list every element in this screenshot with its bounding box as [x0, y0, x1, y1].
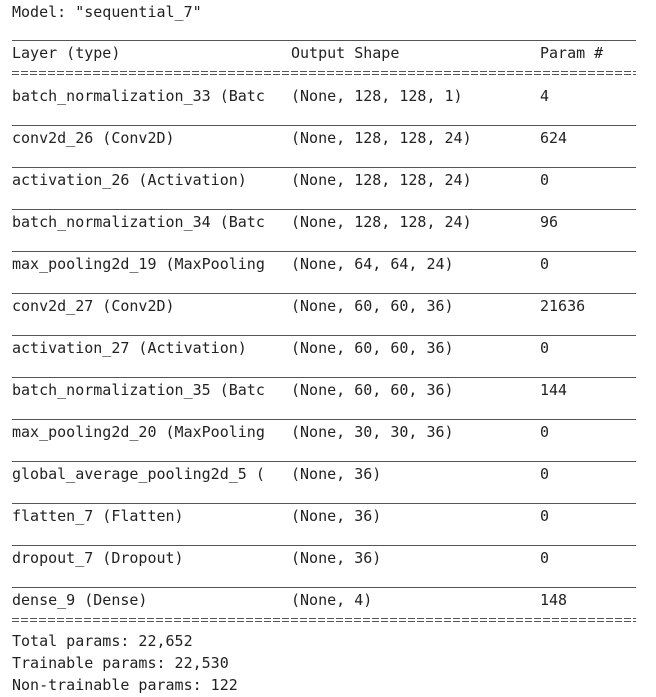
row-param-count: 0 — [540, 255, 550, 273]
row-output-shape: (None, 64, 64, 24) — [291, 255, 454, 273]
row-separator — [12, 419, 636, 420]
footer-double-rule — [12, 617, 636, 623]
row-param-count: 96 — [540, 213, 559, 231]
header-param-count: Param # — [540, 44, 604, 62]
row-separator — [12, 251, 636, 252]
header-layer-type: Layer (type) — [12, 44, 121, 62]
row-param-count: 0 — [540, 171, 550, 189]
row-separator — [12, 125, 636, 126]
row-output-shape: (None, 36) — [291, 507, 382, 525]
row-layer-name: dense_9 (Dense) — [12, 591, 148, 609]
header-output-shape: Output Shape — [291, 44, 400, 62]
row-param-count: 0 — [540, 423, 550, 441]
row-param-count: 21636 — [540, 297, 586, 315]
trainable-params: Trainable params: 22,530 — [12, 654, 229, 672]
total-params: Total params: 22,652 — [12, 632, 193, 650]
row-param-count: 0 — [540, 507, 550, 525]
row-separator — [12, 377, 636, 378]
row-output-shape: (None, 4) — [291, 591, 373, 609]
row-output-shape: (None, 128, 128, 24) — [291, 213, 472, 231]
row-output-shape: (None, 60, 60, 36) — [291, 297, 454, 315]
row-layer-name: conv2d_27 (Conv2D) — [12, 297, 175, 315]
row-param-count: 0 — [540, 549, 550, 567]
row-param-count: 0 — [540, 339, 550, 357]
row-separator — [12, 209, 636, 210]
row-output-shape: (None, 128, 128, 24) — [291, 129, 472, 147]
row-separator — [12, 335, 636, 336]
non-trainable-params: Non-trainable params: 122 — [12, 676, 238, 694]
row-separator — [12, 587, 636, 588]
row-layer-name: activation_26 (Activation) — [12, 171, 247, 189]
row-separator — [12, 167, 636, 168]
row-separator — [12, 545, 636, 546]
row-separator — [12, 293, 636, 294]
row-layer-name: global_average_pooling2d_5 ( — [12, 465, 265, 483]
row-output-shape: (None, 128, 128, 24) — [291, 171, 472, 189]
row-layer-name: activation_27 (Activation) — [12, 339, 247, 357]
row-output-shape: (None, 128, 128, 1) — [291, 87, 463, 105]
row-layer-name: conv2d_26 (Conv2D) — [12, 129, 175, 147]
row-layer-name: dropout_7 (Dropout) — [12, 549, 184, 567]
model-title: Model: "sequential_7" — [12, 3, 202, 21]
table-top-rule — [12, 40, 636, 41]
row-layer-name: batch_normalization_34 (Batc — [12, 213, 265, 231]
row-param-count: 0 — [540, 465, 550, 483]
row-separator — [12, 461, 636, 462]
header-double-rule — [12, 70, 636, 76]
row-param-count: 144 — [540, 381, 568, 399]
row-layer-name: max_pooling2d_19 (MaxPooling — [12, 255, 265, 273]
row-output-shape: (None, 60, 60, 36) — [291, 339, 454, 357]
row-output-shape: (None, 30, 30, 36) — [291, 423, 454, 441]
row-layer-name: flatten_7 (Flatten) — [12, 507, 184, 525]
row-separator — [12, 503, 636, 504]
row-param-count: 624 — [540, 129, 568, 147]
row-param-count: 148 — [540, 591, 568, 609]
row-param-count: 4 — [540, 87, 550, 105]
row-layer-name: batch_normalization_33 (Batc — [12, 87, 265, 105]
row-output-shape: (None, 36) — [291, 549, 382, 567]
row-layer-name: batch_normalization_35 (Batc — [12, 381, 265, 399]
row-output-shape: (None, 36) — [291, 465, 382, 483]
row-output-shape: (None, 60, 60, 36) — [291, 381, 454, 399]
row-layer-name: max_pooling2d_20 (MaxPooling — [12, 423, 265, 441]
